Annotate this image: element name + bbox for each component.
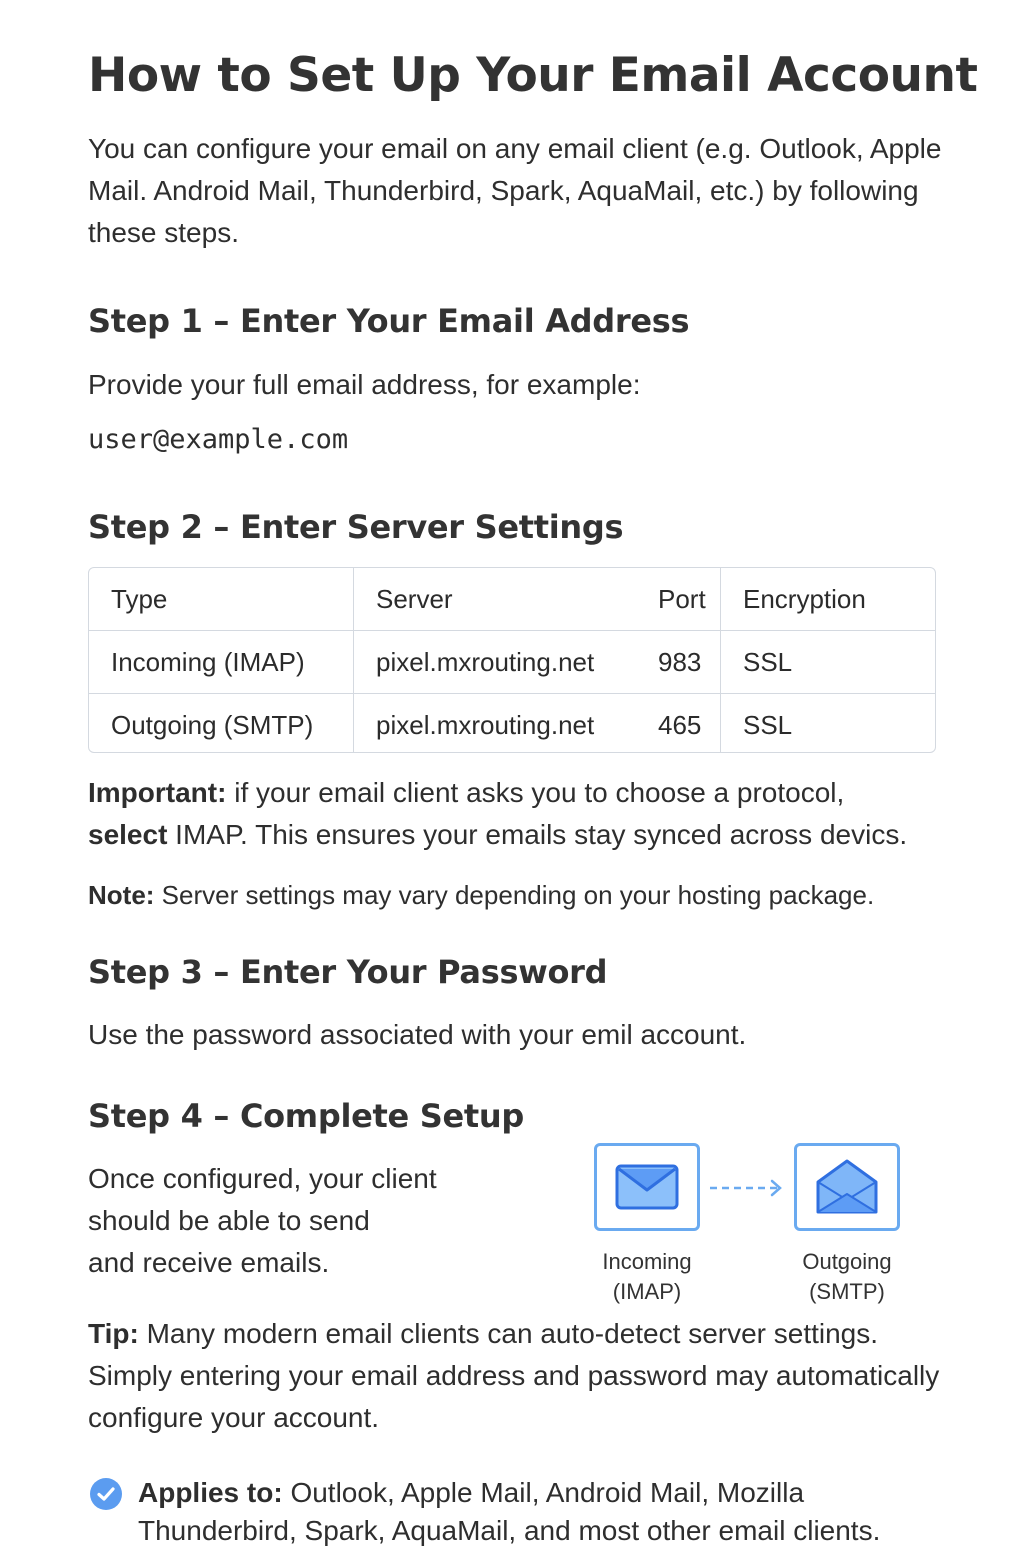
select-label: select	[88, 819, 168, 850]
applies-label: Applies to:	[138, 1477, 283, 1508]
step4-line: should be able to send	[88, 1205, 370, 1236]
important-label: Important:	[88, 777, 227, 808]
table-header-row	[89, 568, 935, 631]
arrow-right-icon	[710, 1179, 786, 1197]
note-label: Note:	[88, 880, 155, 910]
step4-heading: Step 4 – Complete Setup	[88, 1097, 525, 1135]
server-settings-table	[88, 567, 936, 753]
important-text: if your email client asks you to choose a protocol,	[226, 777, 845, 808]
applies-clients: Outlook, Apple Mail, Android Mail, Mozilla Thunderbird, Spark, AquaMail, and most other email clients.	[138, 1477, 881, 1546]
tip-label: Tip:	[88, 1318, 139, 1349]
incoming-label-line: (IMAP)	[612, 1279, 682, 1304]
example-email: user@example.com	[88, 424, 349, 455]
step3-text: Use the password associated with your emil account.	[88, 1019, 747, 1050]
step3-heading: Step 3 – Enter Your Password	[88, 953, 608, 991]
outgoing-box	[794, 1143, 900, 1231]
important-text-2: IMAP. This ensures your emails stay synced across devics.	[167, 819, 908, 850]
header-port: Port	[636, 568, 721, 631]
step2-heading: Step 2 – Enter Server Settings	[88, 508, 624, 546]
closed-envelope-icon	[615, 1164, 679, 1210]
cell-server: pixel.mxrouting.net	[354, 631, 637, 694]
outgoing-label-line: Outgoing	[802, 1249, 892, 1274]
cell-type: Outgoing (SMTP)	[89, 694, 354, 754]
cell-port: 465	[636, 694, 721, 754]
check-circle-icon	[90, 1478, 122, 1510]
header-server: Server	[354, 568, 637, 631]
header-type: Type	[89, 568, 354, 631]
cell-type: Incoming (IMAP)	[89, 631, 354, 694]
cell-server: pixel.mxrouting.net	[376, 709, 595, 740]
cell-encryption: SSL	[743, 709, 793, 740]
incoming-box	[594, 1143, 700, 1231]
important-note	[88, 772, 948, 856]
step4-line: Once configured, your client	[88, 1163, 437, 1194]
step4-line: and receive emails.	[88, 1247, 330, 1278]
header-encryption: Encryption	[721, 568, 936, 631]
mail-flow-diagram	[594, 1143, 914, 1313]
cell-encryption: SSL	[721, 631, 936, 694]
outgoing-label-line: (SMTP)	[809, 1279, 885, 1304]
page-title: How to Set Up Your Email Account	[88, 48, 978, 103]
tip-text: Many modern email clients can auto-detect server settings. Simply entering your email address and password may automatically configure your account.	[88, 1318, 940, 1433]
open-envelope-icon	[815, 1158, 879, 1216]
note-text: Server settings may vary depending on your hosting package.	[154, 880, 875, 910]
outgoing-label	[787, 1247, 907, 1307]
cell-port: 983	[636, 631, 721, 694]
note	[88, 874, 874, 916]
incoming-label	[587, 1247, 707, 1307]
table-row	[89, 694, 935, 754]
step1-heading: Step 1 – Enter Your Email Address	[88, 302, 690, 340]
table-row	[89, 631, 935, 694]
step4-text	[88, 1158, 437, 1284]
step1-text: Provide your full email address, for example:	[88, 369, 641, 400]
tip	[88, 1313, 948, 1439]
incoming-label-line: Incoming	[602, 1249, 692, 1274]
intro-paragraph: You can configure your email on any email client (e.g. Outlook, Apple Mail. Android Mail, Thunderbird, Spark, AquaMail, etc.) by following these steps.	[88, 133, 942, 248]
applies-text	[138, 1474, 958, 1550]
